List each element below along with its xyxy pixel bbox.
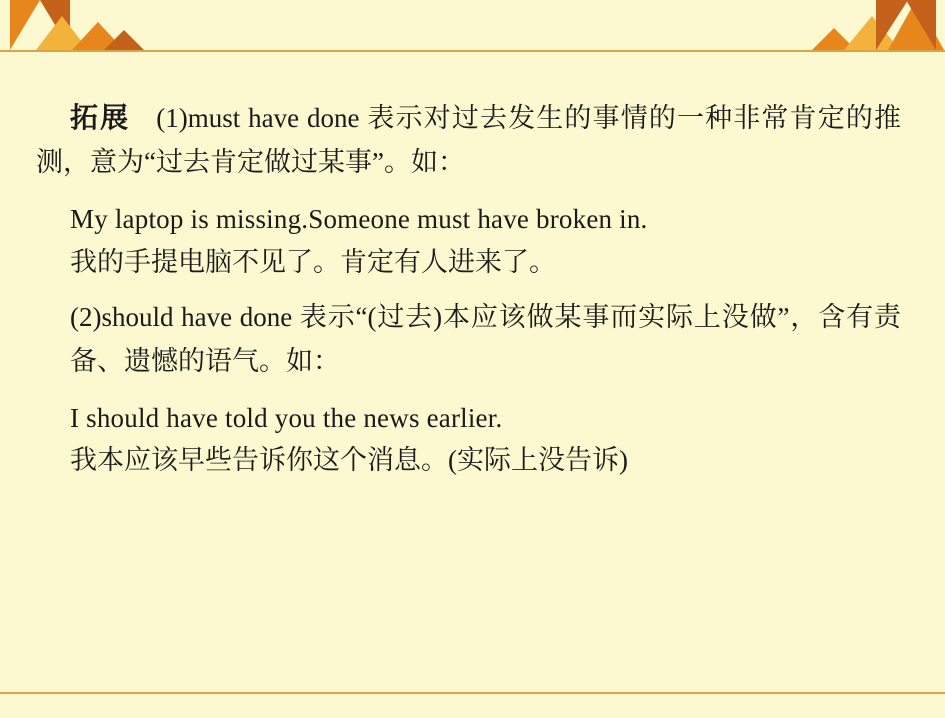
section2-example-en: I should have told you the news earlier. [70, 402, 503, 433]
section2-example [36, 398, 901, 481]
section1-body: (1)must have done 表示对过去发生的事情的一种非常肯定的推测，意为“过去肯定做过某事”。如： [36, 103, 901, 178]
triangle-decor [104, 30, 144, 50]
section1-example-zh: 我的手提电脑不见了。肯定有人进来了。 [70, 246, 556, 277]
section1-example [36, 199, 901, 282]
footer-rule [0, 692, 945, 694]
section2-example-zh: 我本应该早些告诉你这个消息。(实际上没告诉) [70, 445, 628, 476]
section1-label: 拓展 [70, 103, 131, 134]
spacer [36, 286, 901, 296]
section1-example-en: My laptop is missing.Someone must have broken in. [70, 204, 648, 235]
slide-content [0, 52, 945, 692]
mountain-triangles-band [0, 0, 945, 52]
section2-paragraph: (2)should have done 表示“(过去)本应该做某事而实际上没做”，含有责备、遗憾的语气。如： [70, 302, 901, 376]
triangle-decor [906, 0, 936, 50]
section1-paragraph [36, 96, 901, 185]
